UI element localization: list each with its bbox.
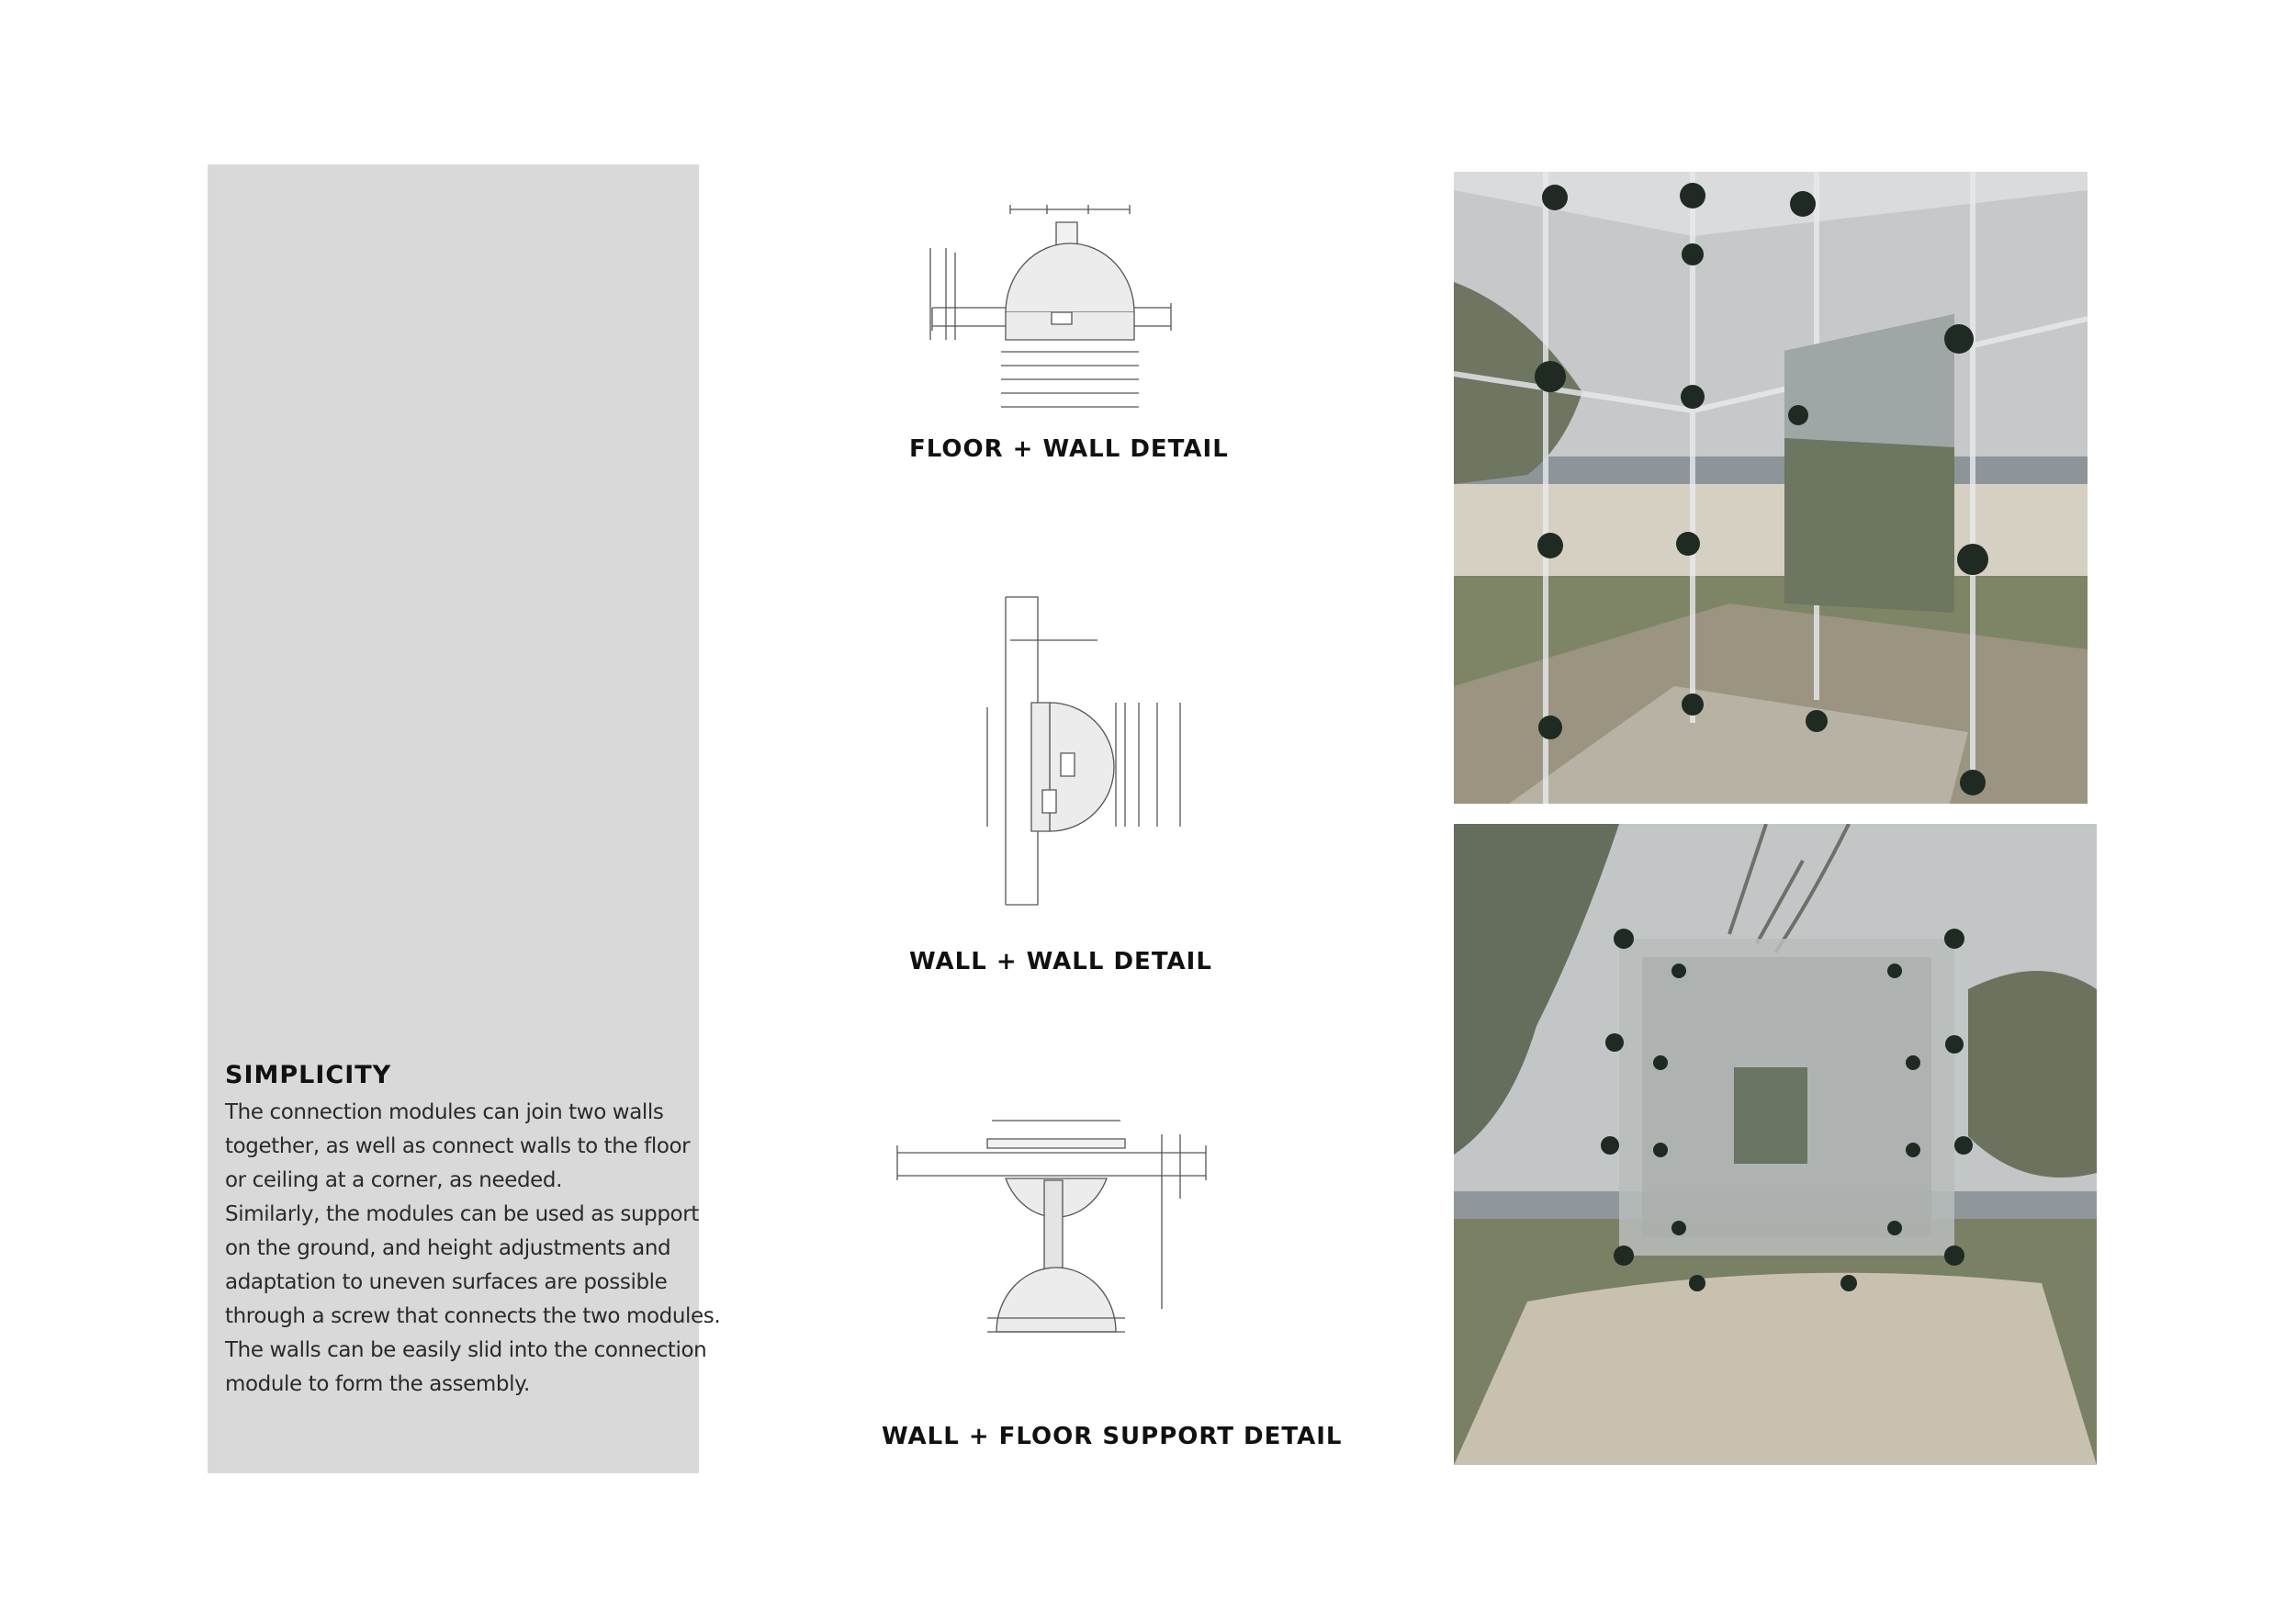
wall-wall-detail-label: WALL + WALL DETAIL bbox=[909, 948, 1212, 975]
description-line: together, as well as connect walls to the floor bbox=[225, 1134, 691, 1158]
wall-floor-support-detail-label: WALL + FLOOR SUPPORT DETAIL bbox=[882, 1423, 1343, 1450]
section-heading: SIMPLICITY bbox=[225, 1061, 392, 1089]
description-line: The connection modules can join two walls bbox=[225, 1100, 664, 1124]
description-line: on the ground, and height adjustments and bbox=[225, 1236, 671, 1260]
floor-wall-detail-label: FLOOR + WALL DETAIL bbox=[909, 435, 1229, 463]
description-text bbox=[225, 1096, 721, 1402]
wall-floor-support-detail-drawing bbox=[895, 1107, 1217, 1346]
description-line: The walls can be easily slid into the connection bbox=[225, 1338, 707, 1362]
pavilion-interior-photo bbox=[1454, 172, 2088, 804]
description-line: Similarly, the modules can be used as support bbox=[225, 1202, 699, 1226]
description-line: through a screw that connects the two modules. bbox=[225, 1304, 721, 1328]
floor-wall-detail-drawing bbox=[914, 197, 1189, 418]
description-line: module to form the assembly. bbox=[225, 1372, 530, 1396]
pavilion-exterior-photo bbox=[1454, 824, 2097, 1465]
description-line: adaptation to uneven surfaces are possible bbox=[225, 1270, 668, 1294]
wall-wall-detail-drawing bbox=[960, 592, 1199, 909]
description-line: or ceiling at a corner, as needed. bbox=[225, 1168, 563, 1192]
